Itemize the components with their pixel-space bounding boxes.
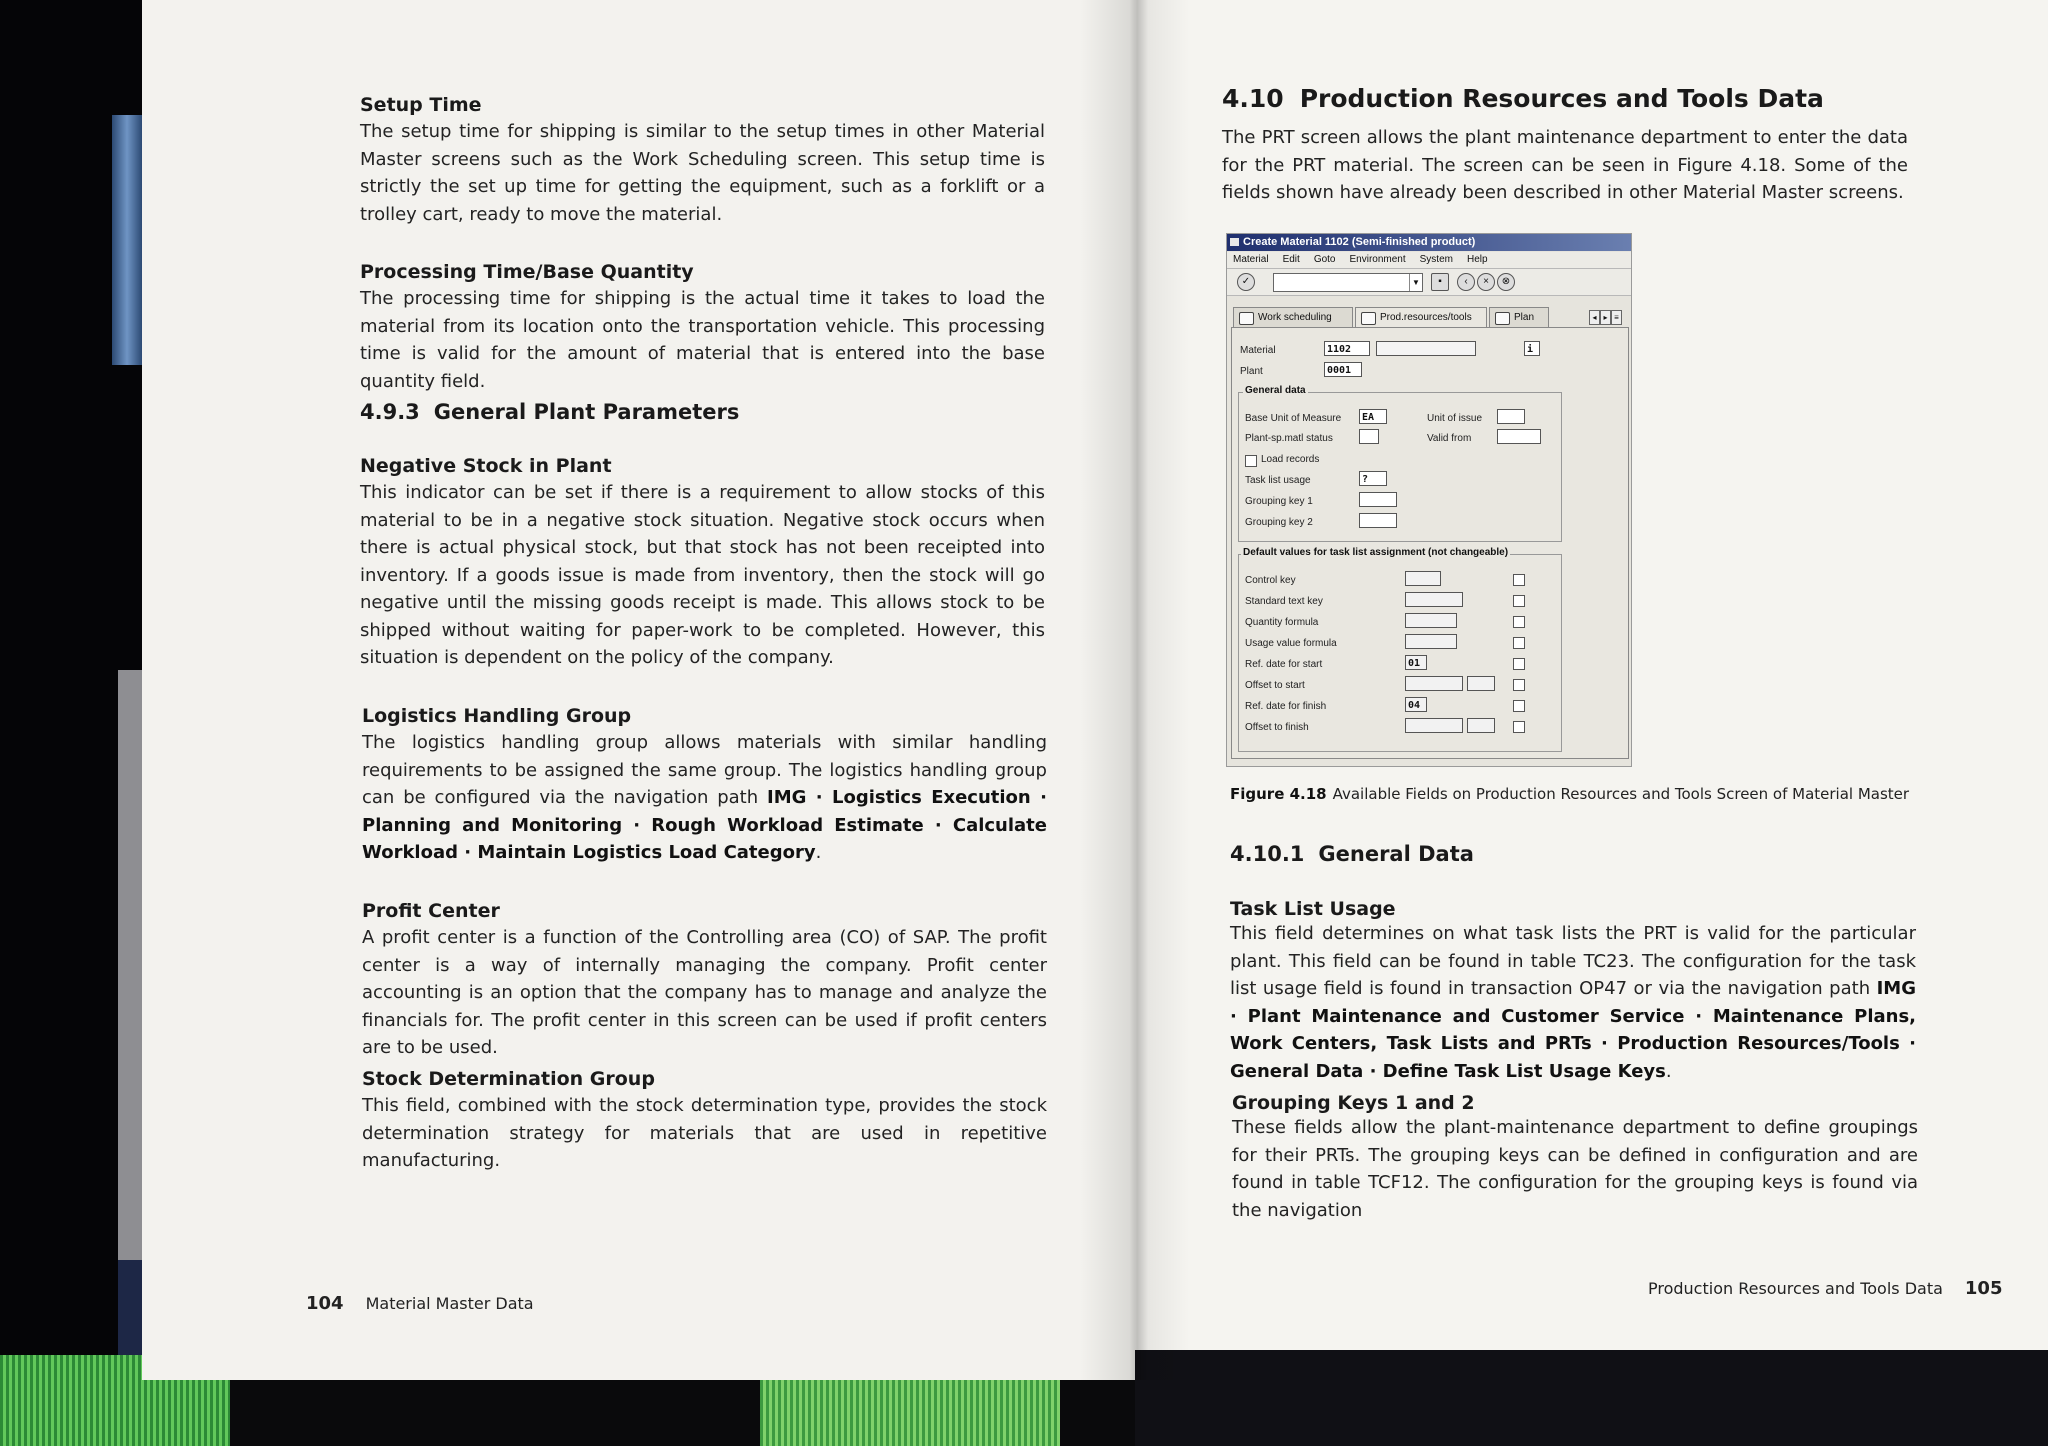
navigation-path: IMG · Plant Maintenance and Customer Service · Maintenance Plans, Work Centers, Task Lists and PRTs · Production Resources/Tools · General Data · Define Task List Usage Keys <box>1230 978 1916 1082</box>
menu-material[interactable]: Material <box>1233 254 1269 265</box>
unit-of-issue-label: Unit of issue <box>1427 413 1483 424</box>
section-heading-4-10 <box>1222 84 1824 113</box>
heading-profit-center: Profit Center <box>362 900 500 922</box>
plant-status-field[interactable] <box>1359 429 1379 444</box>
back-icon[interactable]: ‹ <box>1457 273 1475 291</box>
menu-goto[interactable]: Goto <box>1313 254 1336 265</box>
paragraph-logistics-group <box>362 729 1047 867</box>
sap-tab-strip <box>1231 307 1627 327</box>
default-row-label: Control key <box>1245 575 1296 586</box>
paragraph-setup-time: The setup time for shipping is similar to the setup times in other Material Master screens such as the Work Scheduling screen. This setup time is strictly the set up time for getting the equipment, such as a forklift or a trolley cart, ready to move the material. <box>360 121 1045 225</box>
text-run: The logistics handling group allows materials with similar handling requirements to be assigned the same group. The logistics handling group can be configured via the navigation path <box>362 732 1047 808</box>
default-row-label: Ref. date for finish <box>1245 701 1327 712</box>
default-row-field: 01 <box>1405 655 1427 670</box>
offset-unit-field <box>1467 676 1495 691</box>
text-run: . <box>815 842 822 863</box>
running-head: Production Resources and Tools Data <box>1648 1279 1943 1298</box>
section-heading-4-9-3 <box>360 400 739 424</box>
paragraph-prt-intro: The PRT screen allows the plant maintenance department to enter the data for the PRT material. The screen can be seen in Figure 4.18. Some of the fields shown have already been described in other Material Master screens. <box>1222 127 1908 203</box>
default-row-field <box>1405 718 1463 733</box>
default-row-checkbox <box>1513 616 1525 628</box>
chapter-title: Material Master Data <box>365 1294 534 1313</box>
base-uom-label: Base Unit of Measure <box>1245 413 1342 424</box>
valid-from-label: Valid from <box>1427 433 1472 444</box>
sap-menu-bar <box>1227 252 1631 269</box>
figure-caption <box>1230 785 1909 803</box>
tab-list-icon[interactable]: ≡ <box>1611 310 1622 325</box>
material-field[interactable]: 1102 <box>1324 341 1370 356</box>
paragraph-profit-center: A profit center is a function of the Controlling area (CO) of SAP. The profit center is a way of internally managing the company. Profit center accounting is an option that the company has to manage and analyze the financials for. The profit center in this screen can be used if profit centers are to be used. <box>362 927 1047 1058</box>
default-row-field: 04 <box>1405 697 1427 712</box>
page-number: 104 <box>306 1293 344 1314</box>
default-row-field <box>1405 592 1463 607</box>
menu-environment[interactable]: Environment <box>1349 254 1406 265</box>
unit-of-issue-field[interactable] <box>1497 409 1525 424</box>
task-list-usage-field[interactable]: ? <box>1359 471 1387 486</box>
section-title: General Data <box>1318 842 1474 866</box>
task-list-usage-label: Task list usage <box>1245 475 1311 486</box>
section-number: 4.10.1 <box>1230 842 1305 866</box>
default-row-checkbox <box>1513 574 1525 586</box>
heading-negative-stock: Negative Stock in Plant <box>360 455 612 477</box>
menu-system[interactable]: System <box>1419 254 1453 265</box>
plant-field[interactable]: 0001 <box>1324 362 1362 377</box>
menu-edit[interactable]: Edit <box>1282 254 1300 265</box>
book-spine-blue <box>112 115 142 365</box>
window-icon <box>1230 238 1239 246</box>
offset-unit-field <box>1467 718 1495 733</box>
plant-status-label: Plant-sp.matl status <box>1245 433 1333 444</box>
heading-grouping-keys: Grouping Keys 1 and 2 <box>1232 1092 1475 1114</box>
section-title: General Plant Parameters <box>433 400 740 424</box>
text-run: This field determines on what task lists the PRT is valid for the particular plant. This field can be found in table TC23. The configuration for the task list usage field is found in transaction OP47 or via the navigation path <box>1230 923 1916 999</box>
load-records-label: Load records <box>1261 454 1320 465</box>
grouping-key2-field[interactable] <box>1359 513 1397 528</box>
paragraph-grouping-keys: These fields allow the plant-maintenance department to define groupings for their PRTs. The grouping keys can be defined in configuration and are found in table TCF12. The configuration for the grouping keys is found via the navigation <box>1232 1117 1918 1221</box>
section-number: 4.10 <box>1222 84 1284 113</box>
material-label: Material <box>1240 345 1276 356</box>
default-row-label: Usage value formula <box>1245 638 1337 649</box>
lower-shadow <box>1135 1350 2048 1446</box>
sap-window-title <box>1227 234 1631 251</box>
grouping-key2-label: Grouping key 2 <box>1245 517 1313 528</box>
valid-from-field[interactable] <box>1497 429 1541 444</box>
sap-tab-content <box>1231 327 1629 759</box>
chevron-right-icon[interactable]: ▸ <box>1600 310 1611 325</box>
default-row-checkbox <box>1513 679 1525 691</box>
tab-label: Work scheduling <box>1258 312 1332 323</box>
navigation-path: IMG · Logistics Execution · Planning and Monitoring · Rough Workload Estimate · Calculate Workload · Maintain Logistics Load Category <box>362 787 1047 863</box>
default-row-field <box>1405 676 1463 691</box>
default-row-label: Standard text key <box>1245 596 1323 607</box>
default-row-checkbox <box>1513 700 1525 712</box>
load-records-checkbox[interactable] <box>1245 455 1257 467</box>
general-data-group <box>1238 385 1562 542</box>
chevron-left-icon[interactable]: ◂ <box>1589 310 1600 325</box>
figure-caption-text: Available Fields on Production Resources and Tools Screen of Material Master <box>1332 785 1910 803</box>
base-uom-field[interactable]: EA <box>1359 409 1387 424</box>
default-row-field <box>1405 634 1457 649</box>
grouping-key1-label: Grouping key 1 <box>1245 496 1313 507</box>
info-icon[interactable]: i <box>1524 341 1540 356</box>
figure-label: Figure 4.18 <box>1230 785 1327 803</box>
default-values-group <box>1238 547 1562 752</box>
tab-prod-resources-tools[interactable] <box>1355 307 1487 327</box>
text-run: . <box>1665 1060 1672 1082</box>
left-footer <box>306 1293 534 1314</box>
heading-processing-time: Processing Time/Base Quantity <box>360 261 694 283</box>
sap-screenshot <box>1226 233 1632 767</box>
enter-check-icon[interactable]: ✓ <box>1237 273 1255 291</box>
heading-task-list-usage: Task List Usage <box>1230 898 1396 920</box>
group-title: Default values for task list assignment (not changeable) <box>1243 547 1509 558</box>
default-row-label: Offset to start <box>1245 680 1305 691</box>
right-footer <box>1648 1278 2002 1299</box>
default-row-label: Quantity formula <box>1245 617 1319 628</box>
tab-label: Plan <box>1514 312 1535 323</box>
default-row-checkbox <box>1513 658 1525 670</box>
exit-icon[interactable]: × <box>1477 273 1495 291</box>
paragraph-processing-time: The processing time for shipping is the actual time it takes to load the material from its location onto the transportation vehicle. This processing time is valid for the amount of material that is entered into the base quantity field. <box>360 288 1045 392</box>
section-title: Production Resources and Tools Data <box>1299 84 1824 113</box>
sap-toolbar <box>1227 269 1631 296</box>
window-title-text: Create Material 1102 (Semi-finished product) <box>1243 236 1476 248</box>
paragraph-negative-stock: This indicator can be set if there is a requirement to allow stocks of this material to be in a negative stock situation. Negative stock occurs when there is actual physical stock, but that stock has not been receipted into inventory. If a goods issue is made from inventory, then the stock will go negative until the missing goods receipt is made. This allows stock to be shipped without waiting for paper-work to be completed. However, this situation is dependent on the policy of the company. <box>360 482 1045 668</box>
tab-work-scheduling[interactable] <box>1233 307 1353 327</box>
chevron-down-icon[interactable]: ▼ <box>1409 274 1422 291</box>
page-number: 105 <box>1964 1278 2003 1299</box>
default-row-field <box>1405 571 1441 586</box>
default-row-label: Ref. date for start <box>1245 659 1323 670</box>
default-row-checkbox <box>1513 595 1525 607</box>
section-heading-4-10-1 <box>1230 842 1474 866</box>
tab-icon <box>1495 312 1510 325</box>
menu-help[interactable]: Help <box>1466 254 1488 265</box>
command-field[interactable] <box>1273 273 1423 292</box>
default-row-field <box>1405 613 1457 628</box>
paragraph-task-list-usage <box>1230 920 1916 1085</box>
default-row-label: Offset to finish <box>1245 722 1309 733</box>
tab-label: Prod.resources/tools <box>1380 312 1472 323</box>
tab-icon <box>1361 312 1376 325</box>
plant-label: Plant <box>1240 366 1263 377</box>
default-row-checkbox <box>1513 721 1525 733</box>
default-row-checkbox <box>1513 637 1525 649</box>
page-gutter <box>1080 0 1190 1380</box>
material-description-field[interactable] <box>1376 341 1476 356</box>
heading-setup-time: Setup Time <box>360 94 482 116</box>
grouping-key1-field[interactable] <box>1359 492 1397 507</box>
group-title: General data <box>1245 385 1306 396</box>
section-number: 4.9.3 <box>360 400 420 424</box>
heading-stock-determination: Stock Determination Group <box>362 1068 655 1090</box>
heading-logistics-group: Logistics Handling Group <box>362 705 632 727</box>
cancel-icon[interactable]: ⊗ <box>1497 273 1515 291</box>
tab-plan[interactable] <box>1489 307 1549 327</box>
tab-icon <box>1239 312 1254 325</box>
save-icon[interactable]: ▪ <box>1431 273 1449 291</box>
paragraph-stock-determination: This field, combined with the stock determination type, provides the stock determination strategy for materials that are used in repetitive manufacturing. <box>362 1095 1047 1171</box>
